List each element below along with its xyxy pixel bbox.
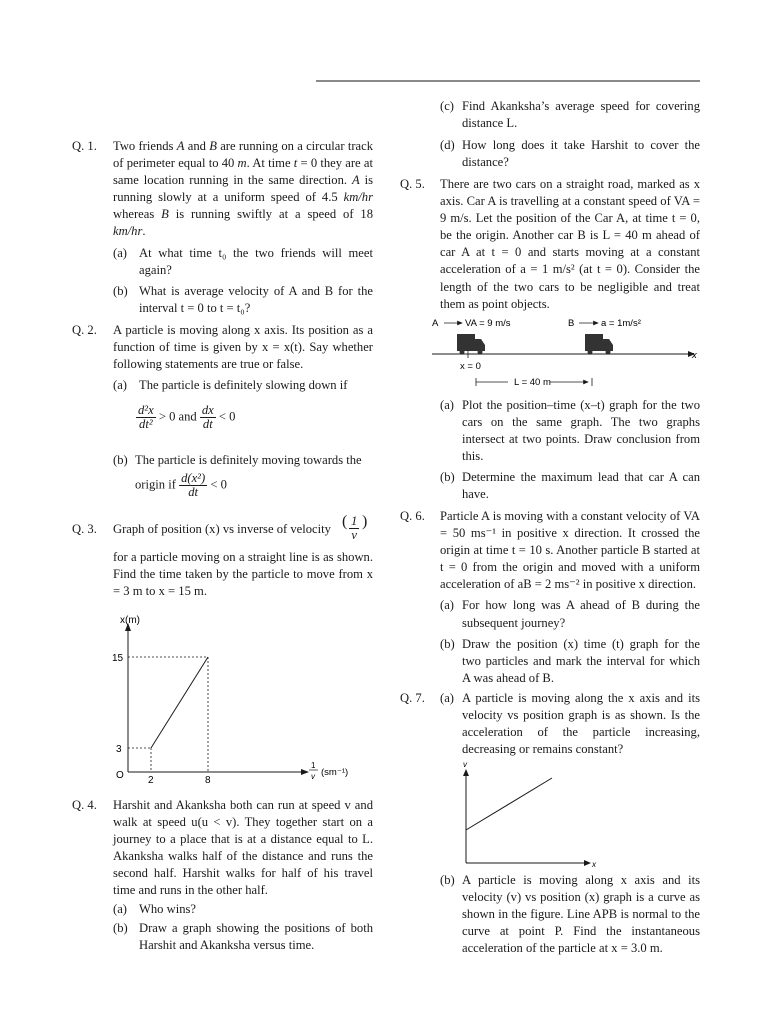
question-2 — [72, 322, 373, 394]
tick-label-8: 8 — [205, 775, 211, 786]
sub-question-a: (a) The particle is definitely slowing down if — [113, 377, 373, 394]
question-number: Q. 6. — [400, 509, 425, 523]
sub-question-a: (a) At what time t₀ the two friends will meet again? — [113, 245, 373, 279]
y-axis-label: x(m) — [120, 615, 140, 626]
q1-text-part: is running swiftly at a speed of 18 — [168, 207, 374, 222]
sub-question-b: (b) What is average velocity of A and B for the interval t = 0 to t = t₀? — [113, 283, 373, 317]
car-b-acceleration: a = 1m/s² — [601, 318, 641, 329]
question-text: Graph of position (x) vs inverse of velocity — [113, 522, 331, 536]
q1-text-part: are running on a circular track of perimeter equal to 40 — [113, 139, 373, 171]
question-5 — [400, 176, 700, 313]
sub-question-b: (b) Draw the position (x) time (t) graph for the two particles and mark the interval for which A was ahead of B. — [440, 636, 700, 685]
question-text-cont: for a particle moving on a straight line is as shown. Find the time taken by the particle to move from x = 3 m to x = 15 m. — [113, 550, 373, 599]
header-rule — [316, 80, 700, 82]
q1-text-part: . At time — [246, 156, 294, 171]
distance-label: L = 40 m — [514, 377, 551, 388]
question-text — [113, 138, 373, 241]
question-7 — [400, 690, 700, 758]
sub-question-7b: (b) A particle is moving along x axis and its velocity (v) vs position (x) graph is a curve as shown in the figure. Line APB is normal to the curve at point P. Find the instantaneous acceleration of the particle at x = 3.0 m. — [440, 873, 700, 956]
q1-text-part: km/hr — [343, 190, 373, 205]
question-text: Particle A is moving with a constant velocity of VA = 50 ms⁻¹ in positive x direction. It crossed the origin at time t = 10 s. Another particle B started at t = 0 from the origin and moved with a uniform acceleration of aB = 2 ms⁻² in positive x direction. — [440, 509, 700, 592]
sub-question-5a: (a) Plot the position–time (x–t) graph for the two cars on the same graph. The two graphs intersect at two points. Draw conclusion from this. — [440, 398, 700, 464]
tick-label-2: 2 — [148, 775, 154, 786]
sub-question-text: What is average velocity of A and B for the interval t = 0 to t = t₀? — [139, 283, 373, 315]
car-a-truck-icon — [457, 334, 485, 355]
q1-text-part: B — [161, 207, 169, 222]
car-b-label: B — [568, 318, 575, 329]
q1-text-part: t — [293, 156, 298, 171]
q1-text-part: Two friends — [113, 139, 177, 153]
sub-question-4d: (d) How long does it take Harshit to cover the distance? — [440, 138, 700, 170]
sub-question-a: (a) A particle is moving along the x axis and its velocity vs position graph is as shown. Is the acceleration of the particle increasing, decreasing or remains constant? — [440, 691, 700, 757]
x-axis-label-num: 1 — [311, 761, 316, 770]
question-number: Q. 4. — [72, 798, 97, 812]
position-vs-inverse-velocity-graph — [100, 610, 360, 790]
graph-line — [151, 657, 208, 748]
velocity-vs-position-graph — [456, 758, 606, 870]
car-b-truck-icon — [585, 334, 613, 355]
graph-line — [466, 778, 552, 830]
question-number: Q. 5. — [400, 177, 425, 191]
question-3: Q. 3. Graph of position (x) vs inverse of velocity ( $\frac{1}{v}$ ) for a particle moving on a straight line is as shown. Find the time taken by the particle to move from x = 3 m to x = 15 m. — [72, 521, 373, 600]
x-axis-unit: (sm⁻¹) — [321, 767, 349, 778]
question-4 — [72, 797, 373, 954]
sub-question-a: (a) Who wins? — [113, 901, 197, 916]
x-axis-label: x — [592, 860, 596, 869]
q1-text-part: B — [209, 139, 217, 153]
sub-question-5b: (b) Determine the maximum lead that car A can have. — [440, 470, 700, 502]
formula-towards-origin: origin if $\frac{\text{d(x²)}}{dt}$ < 0 — [135, 471, 227, 499]
question-text: Harshit and Akanksha both can run at speed v and walk at speed u(u < v). They together start on a journey to a place that is at a distance equal to L. Akanksha walks half of the distance and runs the second half. Harshit walks for half of his travel time and runs in the other half. — [113, 798, 373, 898]
question-number: Q. 7. — [400, 691, 425, 705]
two-cars-figure — [428, 312, 708, 392]
x-axis-label: x — [692, 350, 697, 361]
q1-text-part: is running slowly at a uniform speed of 4.5 — [113, 173, 373, 205]
question-number: Q. 3. — [72, 522, 97, 536]
car-a-speed: VA = 9 m/s — [465, 318, 511, 329]
question-number: Q. 1. — [72, 139, 97, 153]
question-6 — [400, 508, 700, 687]
question-number: Q. 2. — [72, 323, 97, 337]
sub-question-text: At what time t₀ the two friends will meet again? — [139, 245, 373, 277]
sub-question-a: (a) For how long was A ahead of B during the subsequent journey? — [440, 598, 700, 630]
x-axis-label-den: v — [311, 772, 315, 781]
sub-question-2b: (b) The particle is definitely moving towards the — [113, 453, 362, 467]
question-text: A particle is moving along x axis. Its position as a function of time is given by x = x(t). Say whether following statements are true or false. — [113, 323, 373, 372]
q1-text-part: and — [184, 139, 210, 153]
question-1 — [72, 138, 373, 317]
tick-label-15: 15 — [112, 653, 124, 664]
q1-text-part: km/hr — [113, 224, 143, 239]
tick-label-3: 3 — [116, 744, 122, 755]
origin-label: x = 0 — [460, 361, 481, 372]
q1-text-part: whereas — [113, 207, 162, 222]
q1-text-part: m — [237, 156, 247, 171]
q1-text-part: = 0 they are at same location running in the same direction. — [113, 156, 373, 188]
formula-slowing-down: $\frac{\text{d²x}}{\text{dt²}}$ > 0 and $\frac{dx}{dt}$ < 0 — [138, 403, 236, 431]
sub-question-b: (b) Draw a graph showing the positions of both Harshit and Akanksha versus time. — [113, 920, 373, 952]
q1-text-part: A — [176, 139, 185, 153]
car-a-label: A — [432, 318, 439, 329]
question-text: There are two cars on a straight road, marked as x axis. Car A is travelling at a constant speed of VA = 9 m/s. Let the position of the Car A, at time t = 0, be the origin. Another car B is L = 40 m ahead of car A at t = 0 and starts moving at a constant acceleration of a = 1 m/s² (at t = 0). Consider the length of the two cars to be negligible and treat them as point objects. — [440, 177, 700, 311]
q1-text-part: . — [142, 224, 146, 239]
origin-label: O — [116, 770, 124, 781]
y-axis-label: v — [463, 760, 467, 769]
sub-question-text: The particle is definitely slowing down if — [139, 378, 348, 393]
inverse-velocity-fraction: ( — [342, 513, 348, 530]
q1-text-part: A — [351, 173, 360, 188]
sub-question-4c: (c) Find Akanksha’s average speed for covering distance L. — [440, 99, 700, 131]
